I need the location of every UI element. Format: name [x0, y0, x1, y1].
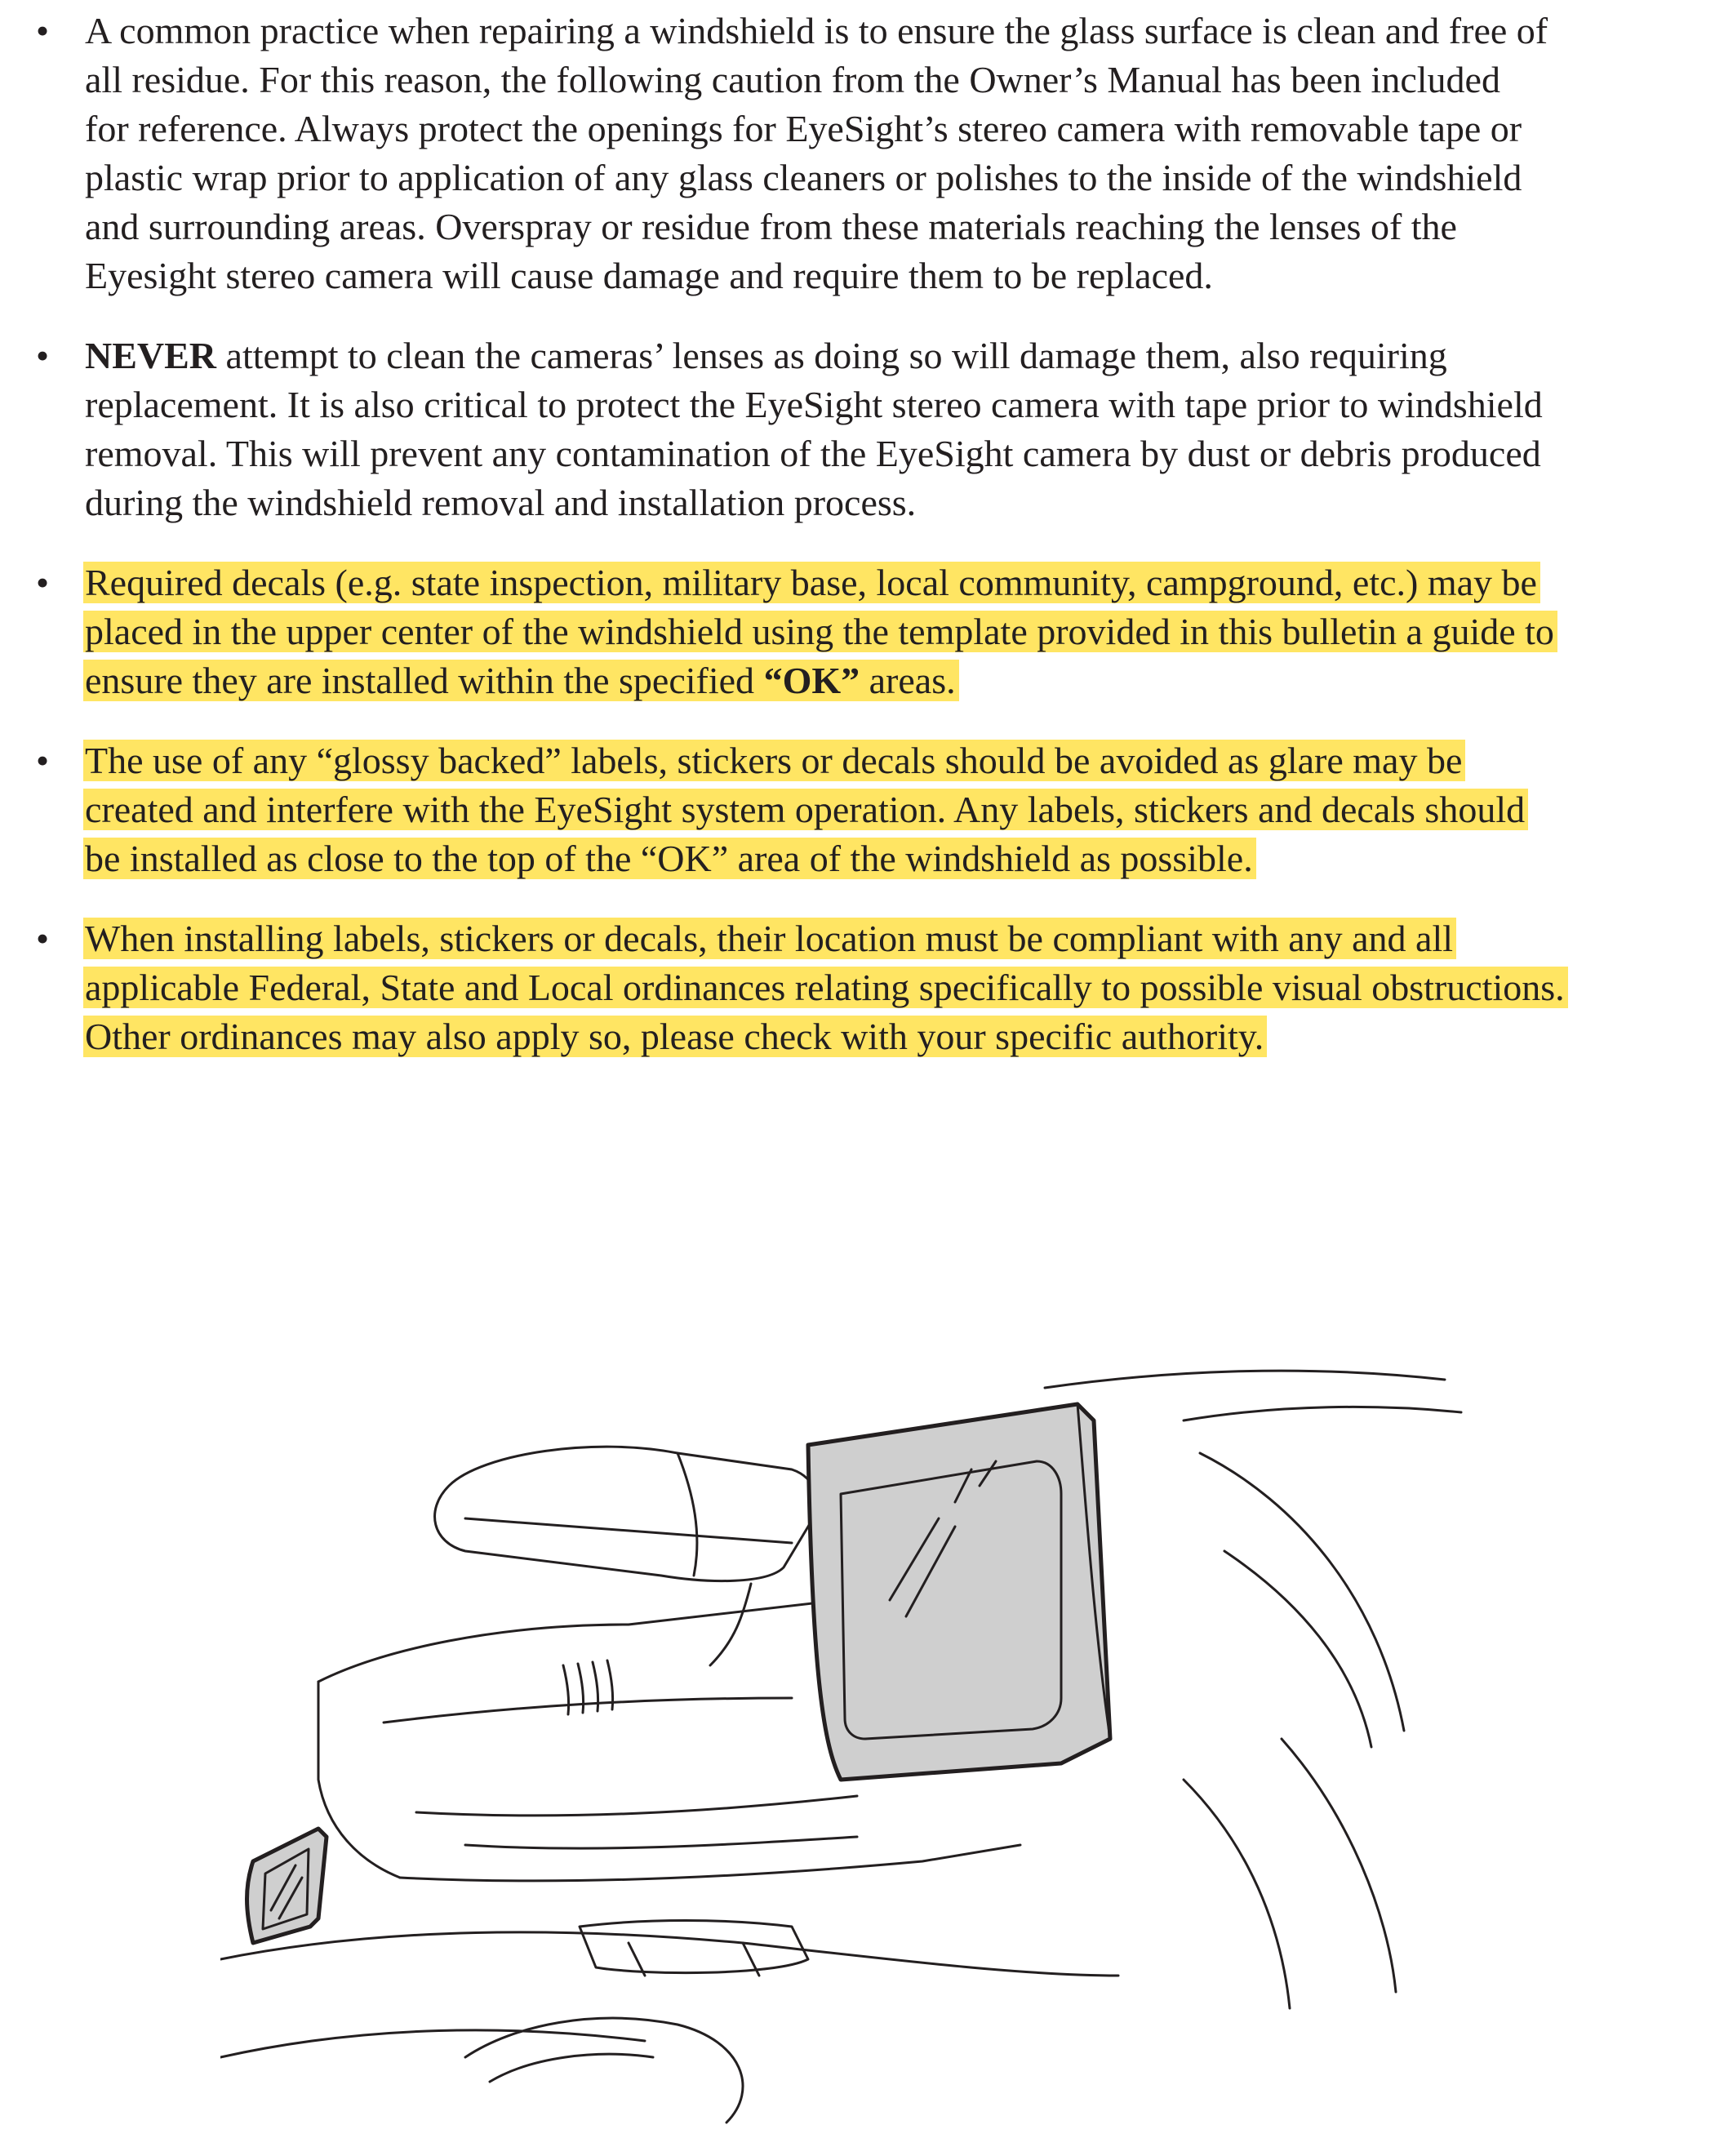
headliner-curve — [1224, 1551, 1371, 1747]
camera-housing — [318, 1682, 400, 1878]
text-run: ensure they are installed within the specified — [85, 660, 764, 701]
highlighted-text: The use of any “glossy backed” labels, stickers or decals should be avoided as glare may be — [83, 740, 1465, 781]
mirror-body — [678, 1453, 697, 1576]
bullet-item-cleaning-practice — [0, 7, 1715, 300]
text-line: removal. This will prevent any contamination of the EyeSight camera by dust or debris produced — [85, 433, 1541, 474]
highlighted-text: When installing labels, stickers or decals, their location must be compliant with any and all — [83, 918, 1456, 959]
text-line — [85, 834, 1709, 883]
bullet-text — [85, 914, 1709, 1061]
text-line — [85, 331, 1709, 380]
eyesight-camera-taped-icon — [220, 1355, 1477, 2139]
bullet-item-glossy-labels — [0, 736, 1715, 883]
text-line — [85, 963, 1709, 1012]
text-line — [85, 656, 1709, 705]
bullet-dot: • — [36, 740, 50, 781]
highlighted-text: Other ordinances may also apply so, please check with your specific authority. — [83, 1016, 1267, 1057]
headliner-curve — [1200, 1453, 1404, 1731]
bullet-text — [85, 558, 1709, 705]
text-line: replacement. It is also critical to protect the EyeSight stereo camera with tape prior to windshield — [85, 384, 1543, 425]
text-line: plastic wrap prior to application of any glass cleaners or polishes to the inside of the windshield — [85, 157, 1522, 198]
bullet-dot: • — [36, 10, 50, 51]
bullet-item-required-decals — [0, 558, 1715, 705]
interior-line — [465, 2018, 743, 2123]
highlighted-text: Required decals (e.g. state inspection, military base, local community, campground, etc.) may be — [83, 562, 1540, 603]
bullet-text — [85, 7, 1709, 300]
text-line: all residue. For this reason, the following caution from the Owner’s Manual has been included — [85, 59, 1500, 100]
bullet-dot: • — [36, 335, 50, 376]
windshield-edge — [1184, 1407, 1461, 1420]
text-line — [85, 914, 1709, 963]
camera-housing — [384, 1698, 792, 1723]
highlighted-text: applicable Federal, State and Local ordinances relating specifically to possible visual obstructions. — [83, 967, 1568, 1008]
highlighted-text: be installed as close to the top of the “OK” area of the windshield as possible. — [83, 838, 1256, 879]
camera-housing — [416, 1796, 857, 1816]
text-line: for reference. Always protect the openings for EyeSight’s stereo camera with removable tape or — [85, 108, 1522, 149]
mirror-stem — [710, 1584, 751, 1665]
bullet-dot: • — [36, 918, 50, 959]
text-line — [85, 1012, 1709, 1061]
headliner-curve — [1282, 1739, 1396, 1992]
text-line: and surrounding areas. Overspray or residue from these materials reaching the lenses of the — [85, 206, 1457, 247]
overhead-console — [220, 1932, 1118, 1976]
bullet-item-never-clean-lenses — [0, 331, 1715, 527]
text-line: Eyesight stereo camera will cause damage and require them to be replaced. — [85, 255, 1213, 296]
text-line — [85, 736, 1709, 785]
highlighted-text: created and interfere with the EyeSight system operation. Any labels, stickers and decals should — [83, 789, 1528, 830]
text-run: areas. — [860, 660, 956, 701]
camera-housing — [465, 1837, 857, 1848]
text-run: attempt to clean the cameras’ lenses as doing so will damage them, also requiring — [216, 335, 1447, 376]
vent-slit — [563, 1665, 569, 1714]
interior-line — [220, 2030, 645, 2057]
bullet-text — [85, 736, 1709, 883]
highlighted-text — [83, 660, 959, 701]
interior-line — [490, 2054, 653, 2082]
text-line: during the windshield removal and installation process. — [85, 482, 917, 523]
camera-housing — [400, 1845, 1020, 1881]
mirror-body — [435, 1447, 817, 1580]
large-tape-patch — [808, 1404, 1110, 1780]
bullet-dot: • — [36, 562, 50, 603]
bullet-item-ordinances — [0, 914, 1715, 1061]
text-line — [85, 607, 1709, 656]
never-emphasis: NEVER — [85, 335, 217, 376]
text-line: A common practice when repairing a windshield is to ensure the glass surface is clean and free of — [85, 10, 1548, 51]
windshield-edge — [1045, 1371, 1445, 1388]
text-line — [85, 558, 1709, 607]
bullet-list — [0, 7, 1715, 1092]
highlighted-text: placed in the upper center of the windshield using the template provided in this bulletin a guide to — [83, 611, 1557, 652]
bullet-text — [85, 331, 1709, 527]
headliner-curve — [1184, 1780, 1290, 2008]
text-line — [85, 785, 1709, 834]
ok-emphasis: “OK” — [763, 660, 860, 701]
mirror-body — [465, 1518, 792, 1543]
eyesight-camera-illustration — [220, 1355, 1477, 2139]
small-tape-patch — [247, 1829, 327, 1943]
